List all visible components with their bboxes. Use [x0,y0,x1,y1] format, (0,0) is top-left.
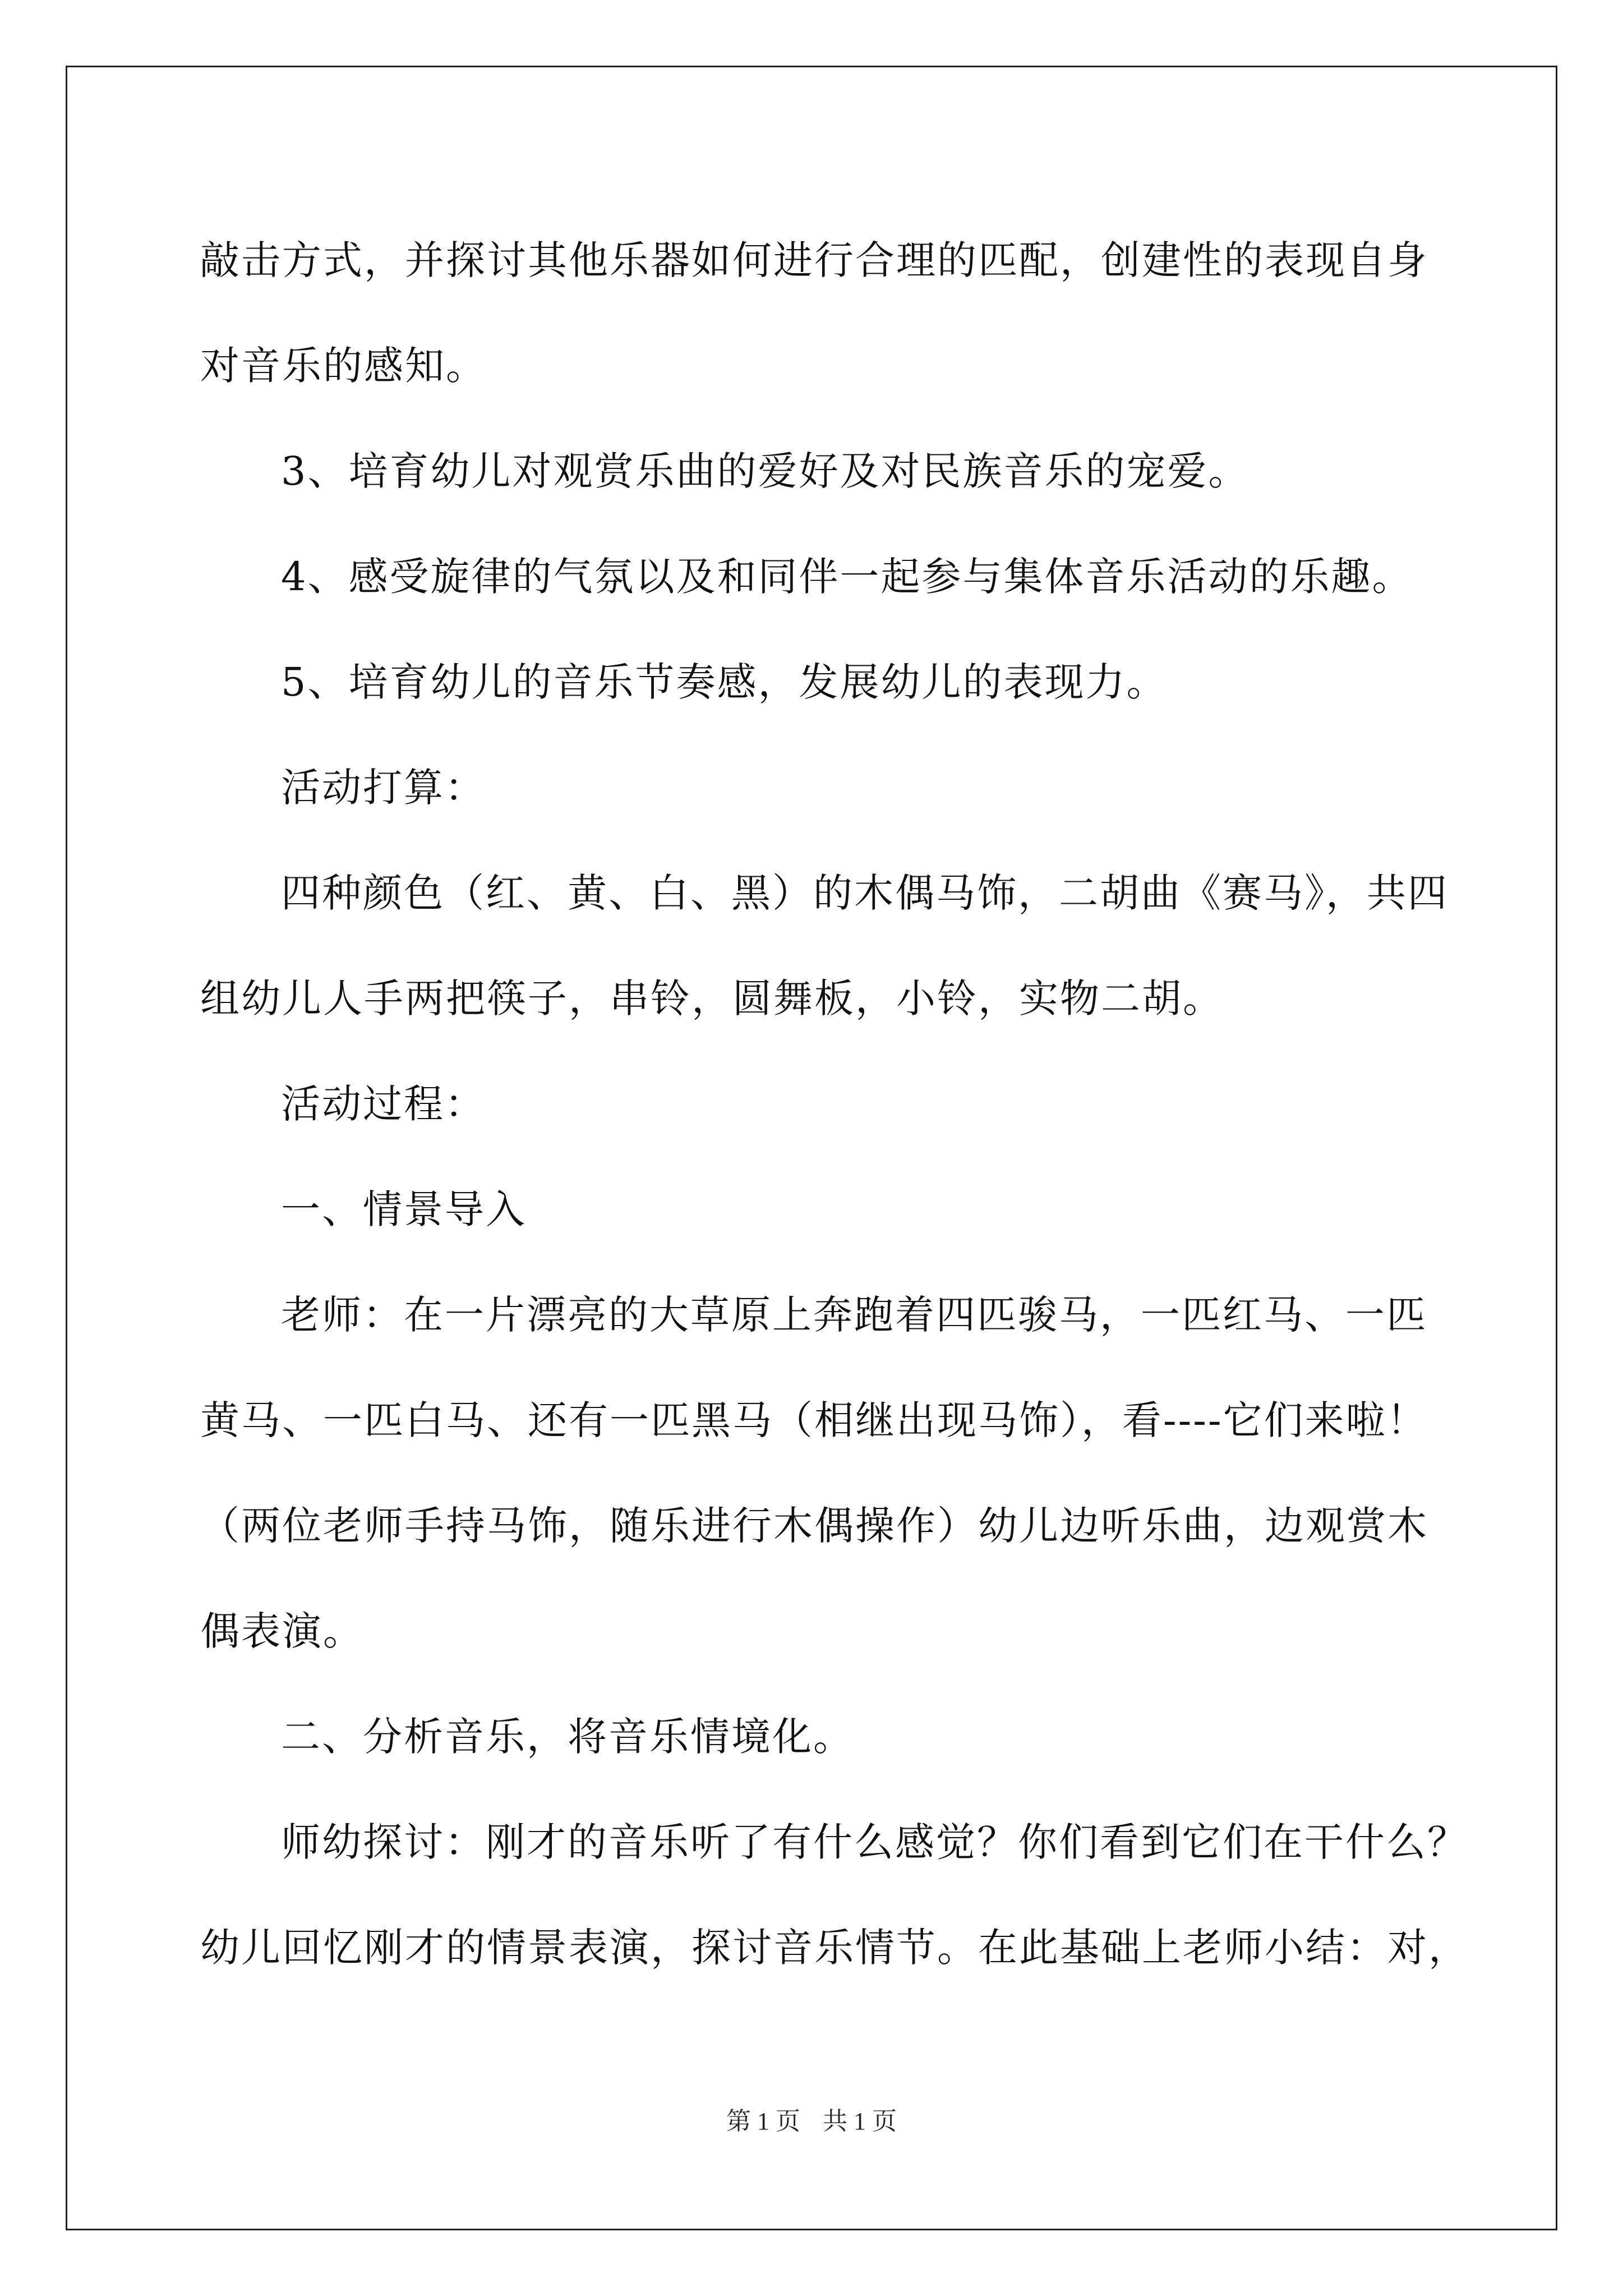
section-heading: 二、分析音乐，将音乐情境化。 [281,1714,854,1760]
section-heading: 活动过程： [281,1081,486,1127]
paragraph-line: 幼儿回忆刚才的情景表演，探讨音乐情节。在此基础上老师小结：对， [200,1925,1469,1971]
section-heading: 一、情景导入 [281,1186,527,1232]
paragraph-line: 黄马、一匹白马、还有一匹黑马（相继出现马饰），看----它们来啦！ [200,1397,1428,1443]
paragraph-line: 老师：在一片漂亮的大草原上奔跑着四匹骏马，一匹红马、一匹 [281,1292,1427,1338]
document-body [200,208,1469,2000]
paragraph-line: 四种颜色（红、黄、白、黑）的木偶马饰，二胡曲《赛马》，共四 [281,870,1449,916]
paragraph-line: 敲击方式，并探讨其他乐器如何进行合理的匹配，创建性的表现自身 [200,237,1428,283]
page-number: 第 1 页 [726,2108,800,2135]
paragraph-line: （两位老师手持马饰，随乐进行木偶操作）幼儿边听乐曲，边观赏木 [200,1503,1428,1549]
paragraph-line: 对音乐的感知。 [200,343,487,389]
paragraph-line: 偶表演。 [200,1608,364,1654]
paragraph-line: 5、培育幼儿的音乐节奏感，发展幼儿的表现力。 [281,659,1168,705]
page-count: 共 1 页 [823,2108,897,2135]
paragraph-line: 组幼儿人手两把筷子，串铃，圆舞板，小铃，实物二胡。 [200,976,1224,1022]
section-heading: 活动打算： [281,765,486,811]
paragraph-line: 3、培育幼儿对观赏乐曲的爱好及对民族音乐的宠爱。 [281,448,1249,494]
paragraph-line: 4、感受旋律的气氛以及和同伴一起参与集体音乐活动的乐趣。 [281,554,1413,600]
page-footer [0,2101,1623,2137]
paragraph-line: 师幼探讨：刚才的音乐听了有什么感觉？你们看到它们在干什么？ [281,1819,1468,1865]
